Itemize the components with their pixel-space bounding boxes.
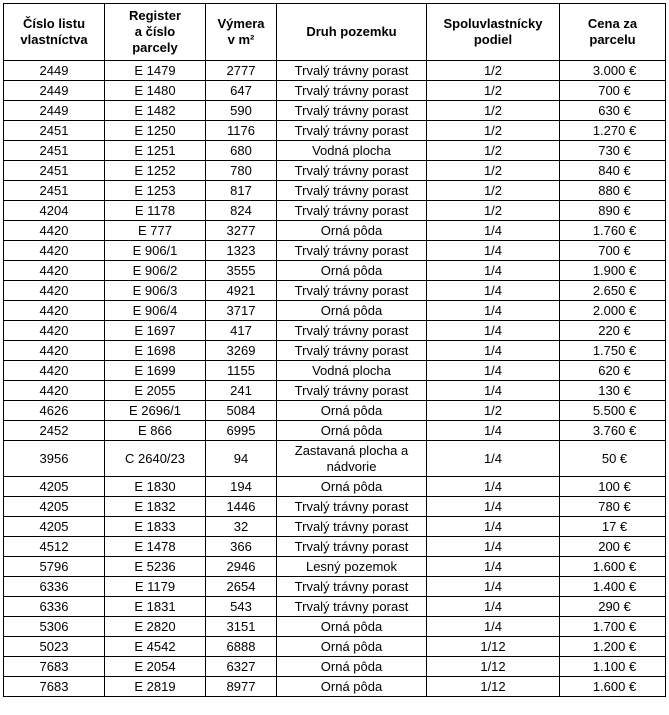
header-land-type: Druh pozemku [277, 4, 427, 61]
cell-area: 1323 [206, 241, 277, 261]
cell-parcel-register: E 1831 [105, 597, 206, 617]
cell-parcel-register: E 5236 [105, 557, 206, 577]
table-row [4, 201, 666, 221]
table-row [4, 301, 666, 321]
cell-area: 366 [206, 537, 277, 557]
cell-area: 2777 [206, 61, 277, 81]
table-row [4, 361, 666, 381]
cell-parcel-register: E 2054 [105, 657, 206, 677]
header-parcel-register: Register a číslo parcely [105, 4, 206, 61]
cell-area: 6327 [206, 657, 277, 677]
cell-parcel-register: E 906/1 [105, 241, 206, 261]
cell-co-ownership-share: 1/4 [427, 537, 560, 557]
cell-co-ownership-share: 1/12 [427, 637, 560, 657]
cell-ownership-sheet: 4204 [4, 201, 105, 221]
cell-parcel-register: E 1833 [105, 517, 206, 537]
cell-land-type: Vodná plocha [277, 361, 427, 381]
cell-land-type: Orná pôda [277, 401, 427, 421]
cell-area: 6995 [206, 421, 277, 441]
table-row [4, 381, 666, 401]
table-row [4, 81, 666, 101]
cell-co-ownership-share: 1/4 [427, 381, 560, 401]
cell-ownership-sheet: 2451 [4, 141, 105, 161]
cell-co-ownership-share: 1/2 [427, 81, 560, 101]
table-row [4, 577, 666, 597]
cell-co-ownership-share: 1/4 [427, 577, 560, 597]
cell-co-ownership-share: 1/4 [427, 557, 560, 577]
cell-area: 417 [206, 321, 277, 341]
cell-area: 780 [206, 161, 277, 181]
table-row [4, 657, 666, 677]
cell-area: 4921 [206, 281, 277, 301]
cell-land-type: Orná pôda [277, 637, 427, 657]
cell-ownership-sheet: 4205 [4, 517, 105, 537]
table-row [4, 121, 666, 141]
cell-parcel-register: E 1250 [105, 121, 206, 141]
cell-area: 3151 [206, 617, 277, 637]
table-body [4, 61, 666, 697]
table-row [4, 421, 666, 441]
cell-ownership-sheet: 2451 [4, 181, 105, 201]
cell-parcel-price: 1.200 € [560, 637, 666, 657]
table-row [4, 557, 666, 577]
cell-land-type: Trvalý trávny porast [277, 321, 427, 341]
header-ownership-sheet: Číslo listu vlastníctva [4, 4, 105, 61]
table-row [4, 497, 666, 517]
cell-ownership-sheet: 2449 [4, 101, 105, 121]
cell-ownership-sheet: 3956 [4, 441, 105, 477]
cell-co-ownership-share: 1/4 [427, 301, 560, 321]
cell-parcel-price: 1.400 € [560, 577, 666, 597]
cell-co-ownership-share: 1/4 [427, 497, 560, 517]
cell-area: 1155 [206, 361, 277, 381]
parcel-table [3, 3, 666, 697]
cell-land-type: Trvalý trávny porast [277, 281, 427, 301]
cell-co-ownership-share: 1/2 [427, 101, 560, 121]
cell-area: 2946 [206, 557, 277, 577]
cell-parcel-price: 880 € [560, 181, 666, 201]
cell-parcel-price: 100 € [560, 477, 666, 497]
cell-parcel-price: 700 € [560, 241, 666, 261]
cell-land-type: Trvalý trávny porast [277, 101, 427, 121]
cell-parcel-register: E 2819 [105, 677, 206, 697]
cell-ownership-sheet: 5796 [4, 557, 105, 577]
cell-co-ownership-share: 1/4 [427, 281, 560, 301]
cell-land-type: Trvalý trávny porast [277, 61, 427, 81]
cell-parcel-register: E 1178 [105, 201, 206, 221]
cell-parcel-price: 220 € [560, 321, 666, 341]
cell-parcel-register: E 2696/1 [105, 401, 206, 421]
cell-area: 1446 [206, 497, 277, 517]
cell-area: 647 [206, 81, 277, 101]
cell-ownership-sheet: 4420 [4, 341, 105, 361]
cell-parcel-price: 730 € [560, 141, 666, 161]
cell-parcel-price: 1.900 € [560, 261, 666, 281]
cell-parcel-register: E 1478 [105, 537, 206, 557]
table-row [4, 321, 666, 341]
cell-ownership-sheet: 4420 [4, 241, 105, 261]
table-row [4, 341, 666, 361]
cell-land-type: Orná pôda [277, 301, 427, 321]
table-row [4, 241, 666, 261]
cell-ownership-sheet: 6336 [4, 597, 105, 617]
cell-ownership-sheet: 4205 [4, 477, 105, 497]
cell-ownership-sheet: 2449 [4, 61, 105, 81]
cell-parcel-register: E 2820 [105, 617, 206, 637]
cell-parcel-register: E 1697 [105, 321, 206, 341]
table-row [4, 477, 666, 497]
cell-ownership-sheet: 5023 [4, 637, 105, 657]
cell-area: 543 [206, 597, 277, 617]
cell-parcel-price: 2.650 € [560, 281, 666, 301]
cell-co-ownership-share: 1/2 [427, 121, 560, 141]
cell-co-ownership-share: 1/4 [427, 597, 560, 617]
cell-parcel-register: E 1179 [105, 577, 206, 597]
table-row [4, 677, 666, 697]
cell-parcel-register: E 906/2 [105, 261, 206, 281]
table-row [4, 261, 666, 281]
cell-area: 2654 [206, 577, 277, 597]
cell-co-ownership-share: 1/4 [427, 441, 560, 477]
cell-parcel-price: 890 € [560, 201, 666, 221]
cell-ownership-sheet: 4420 [4, 301, 105, 321]
cell-area: 1176 [206, 121, 277, 141]
cell-co-ownership-share: 1/4 [427, 477, 560, 497]
cell-parcel-price: 1.600 € [560, 677, 666, 697]
cell-co-ownership-share: 1/4 [427, 261, 560, 281]
cell-parcel-price: 17 € [560, 517, 666, 537]
cell-parcel-price: 780 € [560, 497, 666, 517]
cell-co-ownership-share: 1/2 [427, 161, 560, 181]
cell-land-type: Vodná plocha [277, 141, 427, 161]
cell-parcel-register: E 906/4 [105, 301, 206, 321]
cell-parcel-price: 620 € [560, 361, 666, 381]
cell-ownership-sheet: 2451 [4, 121, 105, 141]
cell-parcel-price: 3.000 € [560, 61, 666, 81]
cell-land-type: Trvalý trávny porast [277, 81, 427, 101]
cell-co-ownership-share: 1/4 [427, 341, 560, 361]
cell-parcel-register: E 1252 [105, 161, 206, 181]
cell-parcel-price: 1.700 € [560, 617, 666, 637]
cell-area: 817 [206, 181, 277, 201]
cell-ownership-sheet: 5306 [4, 617, 105, 637]
cell-parcel-register: E 1699 [105, 361, 206, 381]
cell-ownership-sheet: 4420 [4, 321, 105, 341]
table-row [4, 617, 666, 637]
cell-ownership-sheet: 4626 [4, 401, 105, 421]
cell-land-type: Trvalý trávny porast [277, 537, 427, 557]
cell-land-type: Trvalý trávny porast [277, 577, 427, 597]
cell-parcel-register: E 1832 [105, 497, 206, 517]
cell-area: 5084 [206, 401, 277, 421]
cell-co-ownership-share: 1/4 [427, 421, 560, 441]
cell-parcel-register: E 1698 [105, 341, 206, 361]
cell-land-type: Orná pôda [277, 261, 427, 281]
cell-co-ownership-share: 1/4 [427, 617, 560, 637]
cell-parcel-price: 630 € [560, 101, 666, 121]
cell-parcel-register: E 866 [105, 421, 206, 441]
cell-land-type: Orná pôda [277, 617, 427, 637]
cell-parcel-price: 840 € [560, 161, 666, 181]
cell-area: 3555 [206, 261, 277, 281]
cell-land-type: Orná pôda [277, 477, 427, 497]
cell-area: 6888 [206, 637, 277, 657]
cell-ownership-sheet: 4205 [4, 497, 105, 517]
cell-land-type: Trvalý trávny porast [277, 201, 427, 221]
cell-area: 241 [206, 381, 277, 401]
cell-parcel-register: E 1479 [105, 61, 206, 81]
table-row [4, 161, 666, 181]
cell-parcel-price: 130 € [560, 381, 666, 401]
cell-land-type: Trvalý trávny porast [277, 517, 427, 537]
cell-land-type: Lesný pozemok [277, 557, 427, 577]
cell-co-ownership-share: 1/4 [427, 221, 560, 241]
cell-parcel-price: 700 € [560, 81, 666, 101]
cell-co-ownership-share: 1/2 [427, 201, 560, 221]
cell-area: 3269 [206, 341, 277, 361]
cell-parcel-price: 1.100 € [560, 657, 666, 677]
cell-parcel-register: E 1251 [105, 141, 206, 161]
cell-parcel-register: E 1480 [105, 81, 206, 101]
cell-area: 3717 [206, 301, 277, 321]
header-co-ownership-share: Spoluvlastnícky podiel [427, 4, 560, 61]
cell-co-ownership-share: 1/12 [427, 677, 560, 697]
cell-parcel-price: 1.600 € [560, 557, 666, 577]
cell-co-ownership-share: 1/4 [427, 517, 560, 537]
cell-land-type: Trvalý trávny porast [277, 121, 427, 141]
cell-ownership-sheet: 7683 [4, 657, 105, 677]
cell-ownership-sheet: 4420 [4, 381, 105, 401]
cell-area: 32 [206, 517, 277, 537]
cell-co-ownership-share: 1/2 [427, 61, 560, 81]
cell-ownership-sheet: 6336 [4, 577, 105, 597]
cell-parcel-register: C 2640/23 [105, 441, 206, 477]
cell-co-ownership-share: 1/2 [427, 181, 560, 201]
cell-parcel-register: E 1830 [105, 477, 206, 497]
cell-parcel-register: E 906/3 [105, 281, 206, 301]
cell-land-type: Orná pôda [277, 221, 427, 241]
cell-land-type: Trvalý trávny porast [277, 341, 427, 361]
cell-land-type: Orná pôda [277, 657, 427, 677]
cell-parcel-price: 1.750 € [560, 341, 666, 361]
cell-co-ownership-share: 1/4 [427, 361, 560, 381]
cell-land-type: Trvalý trávny porast [277, 597, 427, 617]
cell-area: 3277 [206, 221, 277, 241]
cell-land-type: Orná pôda [277, 677, 427, 697]
cell-ownership-sheet: 2449 [4, 81, 105, 101]
cell-land-type: Zastavaná plocha a nádvorie [277, 441, 427, 477]
header-area: Výmera v m² [206, 4, 277, 61]
cell-land-type: Trvalý trávny porast [277, 381, 427, 401]
table-row [4, 597, 666, 617]
cell-parcel-price: 2.000 € [560, 301, 666, 321]
cell-co-ownership-share: 1/12 [427, 657, 560, 677]
table-row [4, 441, 666, 477]
cell-area: 94 [206, 441, 277, 477]
table-row [4, 181, 666, 201]
cell-co-ownership-share: 1/4 [427, 241, 560, 261]
table-row [4, 141, 666, 161]
table-header [4, 4, 666, 61]
cell-parcel-register: E 2055 [105, 381, 206, 401]
cell-ownership-sheet: 7683 [4, 677, 105, 697]
cell-parcel-price: 50 € [560, 441, 666, 477]
cell-land-type: Trvalý trávny porast [277, 181, 427, 201]
cell-area: 8977 [206, 677, 277, 697]
table-row [4, 537, 666, 557]
cell-parcel-register: E 4542 [105, 637, 206, 657]
cell-land-type: Trvalý trávny porast [277, 161, 427, 181]
table-row [4, 61, 666, 81]
cell-parcel-price: 1.270 € [560, 121, 666, 141]
table-row [4, 517, 666, 537]
table-row [4, 101, 666, 121]
table-row [4, 281, 666, 301]
cell-ownership-sheet: 2452 [4, 421, 105, 441]
cell-land-type: Trvalý trávny porast [277, 497, 427, 517]
cell-land-type: Trvalý trávny porast [277, 241, 427, 261]
header-parcel-price: Cena za parcelu [560, 4, 666, 61]
cell-parcel-price: 3.760 € [560, 421, 666, 441]
cell-parcel-price: 5.500 € [560, 401, 666, 421]
cell-ownership-sheet: 4420 [4, 281, 105, 301]
cell-ownership-sheet: 4420 [4, 361, 105, 381]
cell-parcel-register: E 1482 [105, 101, 206, 121]
cell-area: 590 [206, 101, 277, 121]
cell-co-ownership-share: 1/2 [427, 141, 560, 161]
table-row [4, 221, 666, 241]
cell-ownership-sheet: 4420 [4, 261, 105, 281]
cell-co-ownership-share: 1/2 [427, 401, 560, 421]
cell-parcel-register: E 1253 [105, 181, 206, 201]
table-row [4, 637, 666, 657]
table-row [4, 401, 666, 421]
cell-parcel-price: 200 € [560, 537, 666, 557]
cell-parcel-price: 1.760 € [560, 221, 666, 241]
cell-area: 194 [206, 477, 277, 497]
cell-parcel-price: 290 € [560, 597, 666, 617]
cell-co-ownership-share: 1/4 [427, 321, 560, 341]
cell-ownership-sheet: 4512 [4, 537, 105, 557]
cell-land-type: Orná pôda [277, 421, 427, 441]
cell-area: 680 [206, 141, 277, 161]
cell-parcel-register: E 777 [105, 221, 206, 241]
cell-ownership-sheet: 2451 [4, 161, 105, 181]
cell-ownership-sheet: 4420 [4, 221, 105, 241]
cell-area: 824 [206, 201, 277, 221]
header-row [4, 4, 666, 61]
